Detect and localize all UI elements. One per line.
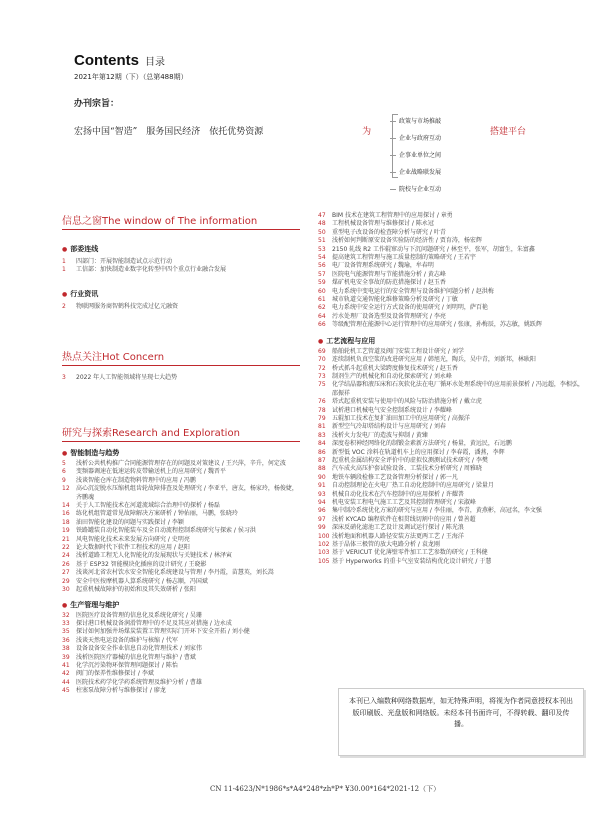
info-groups [62,244,302,311]
platform-item: 企事业单位之间 [396,150,441,167]
toc-entry[interactable] [62,687,302,695]
group-title: ● 部委连线 [62,244,302,254]
entry-title: 探讨港口机械设备润滑管理中的不足及其应对措施 / 边永成 [76,619,232,627]
entry-title: 机械自动化技术在汽车控制中的应用探析 / 许耀普 [332,490,464,498]
page-number: 76 [318,398,326,406]
toc-entry[interactable] [318,507,588,515]
entry-title: 医院电气能源管理与节能措施分析 / 黄志峰 [332,270,446,278]
page-number: 59 [318,279,326,287]
entry-title: 基于 Hyperworks 的重卡气室安装结构优化设计研究 / 于慧 [332,557,492,565]
entry-title: 关于人工智能技术在河道流域综合治理中的探析 / 杨磊 [76,502,220,510]
page-number: 56 [318,262,326,270]
entry-title: 物联网服务商智鹤科技完成过亿元融资 [76,302,179,310]
page-number: 97 [318,515,326,523]
group-title: ● 工艺流程与应用 [318,336,588,346]
entries [62,460,302,595]
entry-title: 论大数据时代下软件工程技术的应用 / 赵阳 [76,544,190,552]
toc-entry[interactable] [62,468,302,476]
entry-title: 制剂生产的机械化和自动化探索研究 / 刘永峰 [332,372,452,380]
page-number: 29 [62,577,70,585]
toc-entry[interactable] [62,569,302,577]
entry-title: 机电安装工程电气施工工艺及其控制管理研究 / 宋淑峰 [332,499,476,506]
entry-title: 铁路罐装自动化智能装车及全自动流程控制系统研究与探索 / 侯习洪 [76,527,256,535]
page-number: 64 [318,312,326,320]
page-number: 33 [62,619,70,627]
entry-title: 集中制冷系统优化方案的研究与应用 / 李佳丽，李青，黄燕彬，高冠名，李文强 [332,507,542,515]
toc-entry[interactable] [318,237,588,245]
entry-title: 浅析医院医疗器械的信息化管理与维护 / 曹斌 [76,653,196,661]
page-number: 1 [62,266,66,274]
page-number: 24 [62,552,70,560]
entry-title: 自动控制理论在火电厂热工自动化控制中的应用研究 / 梁量月 [332,482,494,490]
toc-entry[interactable] [318,449,588,457]
page-number: 38 [62,645,70,653]
toc-entry[interactable] [62,637,302,645]
entry-title: 重型电子改设备的检查障分析与研究 / 叶青 [332,228,446,236]
page-number: 57 [318,270,326,278]
section-rule [62,229,300,230]
toc-entry[interactable] [318,432,588,440]
group-title: ● 智能制造与趋势 [62,448,302,458]
toc-entry[interactable] [62,670,302,678]
toc-entry[interactable] [318,407,588,415]
page-number: 84 [318,440,326,448]
page-number: 45 [62,687,70,695]
entry-title: 污水处理厂设备选型及设备管理研究 / 李亮 [332,312,446,320]
toc-entry[interactable] [318,465,588,473]
toc-entry[interactable] [318,246,588,254]
contents-cn: 目录 [145,57,165,68]
entry-title: 电厂设备管理系统研究 / 魏瑜，牟春明 [332,262,434,270]
entry-title: 工程机械设备管理与维修探讨 / 陈永冠 [332,220,434,228]
page-number: 83 [318,431,326,439]
page-number: 100 [318,532,330,540]
page-number: 88 [318,465,326,473]
toc-entry[interactable] [62,654,302,662]
platform-items [396,116,441,201]
page-number: 79 [318,414,326,422]
entry-title: 船舶轮机工艺管道及阀门安装工程设计研究 / 刘学 [332,347,464,355]
entry-title: 练化机组管道常见故障解决方案研析 / 钟佑丽，马鹏，张晓玲 [76,510,238,518]
page-number: 99 [318,524,326,532]
page-number: 12 [62,485,70,493]
platform-item: 企业与政府互动 [396,133,441,150]
toc-entry[interactable] [318,440,588,448]
entry-title: 深床反硝化滤池工艺设计及调试运行探讨 / 陈光浪 [332,524,464,532]
toc-entry[interactable] [62,628,302,636]
platform-item: 政策与市场推敲 [396,116,441,133]
entry-title: 塔式起重机安装与使用中的风险与防治措施分析 / 戴立虎 [332,398,482,406]
footer-cn-code: CN 11-4623/N*1986*s*A4*248*zh*P* ¥30.00*164*2021-12（下） [210,785,441,793]
entry-title: 浅析如何判断原安设备实验防的经济性 / 贾育涛，杨宏辉 [332,237,482,245]
entry-title: 油田智能化建设的问题与实践探讨 / 李颖 [76,518,184,526]
toc-entry[interactable] [62,612,302,620]
section-title-info: 信息之窗The window of The information [62,216,258,227]
page-number: 86 [318,448,326,456]
entry-title: 新型空气冷却塔结构设计与应用研究 / 刘春 [332,423,446,431]
entry-title: 柱塞泵故障分析与维修探讨 / 廖龙 [76,687,166,695]
entry-title: BIM 技术在建筑工程管理中的应用探讨 / 章勇 [332,212,453,219]
right-column [318,212,588,566]
entry-title: 桥式抓斗起重机大梁跨度修复技术研究 / 赵玉香 [332,364,458,372]
entry-title: 汽车成火高压护套试验设备、工装技术分析研究 / 周雅晓 [332,465,482,473]
page-number: 72 [318,364,326,372]
section-rule [62,441,300,442]
entry-title: 2022 年人工智能领域将呈现七大趋势 [76,374,178,381]
toc-entry[interactable] [62,527,302,535]
toc-entry[interactable] [318,398,588,406]
page-number: 42 [62,670,70,678]
toc-entry[interactable] [62,266,302,274]
entry-title: 浅析火力发电厂的造波与抑制 / 黄臻 [332,431,428,439]
page-number: 103 [318,549,330,557]
entry-title: 2150 轧线 R2 工作辊窜动与下沉问题研究 / 林至平，张军，胡富生，朱富鑫 [332,245,535,253]
platform-item: 院校与企业互动 [396,184,441,201]
page-number: 21 [62,535,70,543]
page-number: 54 [318,254,326,262]
research-section [62,424,302,696]
entry-title: 连续制机负真空浆的改进研究应用 / 韩旭光，陶兵，吴中青，刘新邦，林耿阳 [332,356,536,364]
toc-entry[interactable] [62,578,302,586]
page-number: 26 [62,560,70,568]
entry-title: 浅谈天然电运设备的维护与核缩 / 代军 [76,636,178,644]
toc-entry[interactable] [62,303,302,311]
entry-title: 医院技术药学化学药系统管理及维护分析 / 曹雄 [76,678,202,686]
toc-entry[interactable] [318,365,588,373]
page-number: 36 [62,636,70,644]
page-number: 41 [62,661,70,669]
motto-main: 宏扬中国“智造” 服务国民经济 依托优势资源 [74,127,264,137]
toc-entry[interactable] [318,271,588,279]
purpose-title: 办刊宗旨： [74,99,120,109]
entry-title: 化学沉污染物环保管理问题探讨 / 陈怡 [76,661,178,669]
entry-title: 阀门的保养性维修探讨 / 李斌 [76,670,154,678]
page-number: 27 [62,569,70,577]
section-title-research: 研究与探索Research and Exploration [62,428,240,439]
toc-entry[interactable] [62,536,302,544]
toc-entry[interactable] [62,645,302,653]
page-number: 96 [318,507,326,515]
page-number: 32 [62,611,70,619]
entries [318,212,588,330]
toc-entry[interactable] [62,485,302,502]
motto-platform: 搭建平台 [489,127,526,137]
page-number: 48 [318,220,326,228]
entry-title: 起重机械故障护的初始和及其失效研析 / 张阳 [76,586,196,594]
page-number: 9 [62,476,66,484]
entry-title: 安全中医按摩机器人算系统研究 / 杨志顺，冯国斌 [76,577,208,585]
entry-title: 试析港口机械电气安全控制系统设计 / 李耀峰 [332,406,452,414]
toc-entry[interactable] [318,482,588,490]
toc-entry[interactable] [318,348,588,356]
page-number: 78 [318,406,326,414]
entry-title: 等级配管理在能源中心运行管理中的应用研究 / 张康，孙梅辰，苏志敏，姚跃辉 [332,321,542,329]
toc-entry[interactable] [318,533,588,541]
entry-title: 浅析道路工程无人化智能化的发展现状与关键技术 / 林泽寅 [76,552,232,560]
platform-item: 企业战略联发展 [396,167,441,184]
contents-title [74,52,165,69]
toc-entry[interactable] [318,321,588,329]
issue-info: 2021年第12期（下）（总第488期） [74,73,188,81]
entry-title: 电力系统中变电运行的安全管理与设备维护问题分析 / 赵洪梅 [332,287,494,295]
page-number: 51 [318,237,326,245]
page-number: 62 [318,304,326,312]
toc-entry[interactable] [318,262,588,270]
entry-title: 地铁车辆段检修工艺设备管理分析探讨 / 郭一凡 [332,473,458,481]
entry-title: 探讨如何加强井场煤炭装置工管理实际门开环下安全开拓 / 刘小健 [76,628,250,636]
toc-entry[interactable] [318,524,588,532]
entry-title: 提高建筑工程管理与施工质量控制的策略研究 / 王若宇 [332,254,476,262]
toc-entry[interactable] [318,423,588,431]
toc-entry[interactable] [318,279,588,287]
page-number: 75 [318,381,326,389]
page-number: 94 [318,499,326,506]
contents-en: Contents [74,52,139,69]
page-number: 70 [318,356,326,364]
entry-title: 城市轨道交通智能化维修策略分析及研究 / 丁敏 [332,296,458,304]
page-number: 91 [318,482,326,490]
entry-title: 工信部：加快制造业数字化转型中四个重点行业融合发展 [76,266,227,274]
page-number: 35 [62,628,70,636]
toc-entry[interactable] [318,549,588,557]
page-number: 73 [318,372,326,380]
toc-entry[interactable] [318,516,588,524]
group-title: ● 生产管理与维护 [62,600,302,610]
entry-title: 煤矿机电安全事故的防范措施探讨 / 赵玉香 [332,279,446,287]
toc-entry[interactable] [318,474,588,482]
entry-title: 浅析地面和机器人路径安装方法更两工艺 / 王海洋 [332,532,464,540]
page-number: 66 [318,321,326,329]
page-number: 87 [318,456,326,464]
page-number: 18 [62,518,70,526]
toc-entry[interactable] [62,552,302,560]
motto-wei: 为 [362,127,372,137]
page-number: 39 [62,653,70,661]
page-number: 53 [318,245,326,253]
hot-section [62,348,302,382]
entry-title: 医院医疗设备管理的信息化及系统化研究 / 吴珊 [76,611,202,619]
toc-entry[interactable] [318,558,588,566]
entry-title: 浅析公共机构推广合同能源管理存在的问题及对策建议 / 王兴萍，辛升，何定波 [76,460,286,467]
page-number: 44 [62,678,70,686]
entry-title: 浅析 KYCAD 编程软件在相贯线切割中的应用 / 曾善超 [332,515,476,523]
entry-title: 四部门：开展智能制造试点示范行动 [76,258,173,265]
left-column [62,212,302,230]
toc-entry[interactable] [318,229,588,237]
entries [62,303,302,311]
entries [62,258,302,275]
section-title-hot: 热点关注Hot Concern [62,352,165,363]
toc-entry[interactable] [318,491,588,499]
entry-title: 五辊加工技术在复扩油田加工中的应用研究 / 高振洋 [332,414,470,422]
page-number: 81 [318,423,326,431]
entries [318,348,588,567]
entry-title: 起重机金属结构安全评价中的虚拟仪测测试技术研究 / 李樊 [332,456,488,464]
section-rule [62,365,300,366]
page-number: 16 [62,510,70,518]
entry-title: 深度卷积神经网络化的制锻金素新方法研究 / 杨量，黄远民，石远鹏 [332,440,512,448]
entry-title: 风电智能化技术未来发展方向研究 / 史明亮 [76,535,190,543]
page-number: 90 [318,473,326,481]
entry-title: 新型低 VOC 涂料在轨道机车上的应用探讨 / 李春霞，潘燕，李辉 [332,448,505,456]
page-number: 102 [318,541,330,549]
page-number: 60 [318,287,326,295]
entry-title: 高心沉淀脱水压缩机组齿轮故障排查及处理研究 / 李亚平，唐友，杨家玲，杨俊婕，齐鹏魂 [76,485,298,501]
toc-entry[interactable] [318,220,588,228]
page-number: 3 [62,374,66,381]
toc-entry[interactable] [318,356,588,364]
toc-entry[interactable] [318,381,588,398]
page-number: 105 [318,557,330,565]
entry-title: 电力系统中安全运行方式设备的使用研究 / 刘明明，萨百艳 [332,304,488,312]
page-number: 93 [318,490,326,498]
page-number: 61 [318,296,326,304]
copyright-notice: 本刊已入编数种网络数据库，如无特殊声明，将视为作者同意授权本刊出版印刷版、光盘版和网络版。未经本刊书面许可，不得转载、翻印及传播。 [338,688,584,756]
toc-entry[interactable] [62,374,302,382]
page-number: 47 [318,212,326,219]
page-number: 30 [62,586,70,594]
page-number: 50 [318,228,326,236]
page-number: 1 [62,258,66,265]
toc-entry[interactable] [62,519,302,527]
entry-title: 基于 ESP32 智能模块化插座的设计研究 / 王晓影 [76,560,207,568]
toc-entry[interactable] [62,477,302,485]
toc-entry[interactable] [62,510,302,518]
entry-title: 基于 VERICUT 优化薄壁零件加工工艺参数的研究 / 王科健 [332,549,488,557]
entry-title: 基于晶体三极管的放大电路分析 / 袁龙刚 [332,541,440,549]
entry-title: 浅谈智能仓库在制造物料管理中的应用 / 冯鹏 [76,476,196,484]
page-number: 5 [62,460,66,467]
entry-title: 浅谈河北省农村饮水安全智能化系统建设与管理 / 李丹霞，苗慧英，刘长嵩 [76,569,274,577]
page-number: 19 [62,527,70,535]
page-number: 6 [62,468,66,476]
entry-title: 化学结晶器和液压床和石灰软化法在电厂循环水处理系统中的应用前景探析 / 冯远超，李相弘，邵振祥 [332,381,584,397]
entry-title: 变频器调速在低速运转皮带输送机上的应用研究 / 魏晋平 [76,468,226,476]
page-number: 22 [62,544,70,552]
entry-title: 设备设备安全作业信息自动化管理技术 / 刘家伟 [76,645,202,653]
toc-entry[interactable] [318,304,588,312]
toc-entry[interactable] [318,288,588,296]
toc-entry[interactable] [62,586,302,594]
group-title: ● 行业资讯 [62,289,302,299]
purpose-motto [74,124,526,137]
entries [62,374,302,382]
page-number: 69 [318,347,326,355]
page-number: 2 [62,302,66,310]
entries [62,612,302,696]
page-number: 14 [62,502,70,510]
toc-entry[interactable] [62,679,302,687]
